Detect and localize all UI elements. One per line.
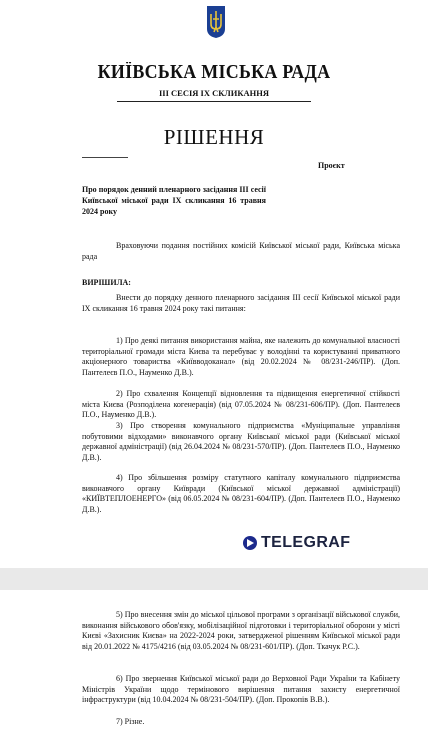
number-line [82, 157, 128, 158]
page-separator [0, 568, 428, 590]
document-page-2 [0, 590, 428, 730]
agenda-item-3: 3) Про створення комунального підприємства «Муніципальне управління побутовими відходами» виконавчого органу Київської міської ради (Київської міської державної адміністрації) (від 26.04.2024 № 08/231-570/ПР). (Доп. Пантелеєв П.О., Науменко Д.В.). [82, 421, 400, 462]
telegraf-logo-text: TELEGRAF [261, 534, 351, 551]
header-divider [117, 101, 311, 102]
council-name: КИЇВСЬКА МІСЬКА РАДА [97, 62, 331, 83]
agenda-item-6: 6) Про звернення Київської міської ради до Верховної Ради України та Кабінету Міністрів України щодо термінового вирішення питання захисту енергетичної інфраструктури (від 10.04.2024 № 08/231-504/ПР). (Доп. Прокопів В.В.). [82, 674, 400, 704]
preamble: Враховуючи подання постійних комісій Київської міської ради, Київська міська рада [82, 241, 400, 261]
resolved-heading: ВИРІШИЛА: [82, 278, 131, 287]
project-label: Проєкт [318, 161, 345, 170]
coat-of-arms-icon [206, 5, 226, 39]
agenda-item-1: 1) Про деякі питання використання майна, яке належить до комунальної власності територіальної громади міста Києва та перебуває у володінні та користуванні приватного акціонерного товариства «Київводоканал» (від 20.02.2024 № 08/231-246/ПР). (Доп. Пантелеєв П.О., Науменко Д.В.). [82, 336, 400, 377]
intro-paragraph: Внести до порядку денного пленарного засідання ІІІ сесії Київської міської ради ІХ скликання 16 травня 2024 року такі питання: [82, 293, 400, 313]
agenda-item-5: 5) Про внесення змін до міської цільової програми з організації військової служби, виконання військового обов'язку, мобілізаційної підготовки і територіальної оборони у місті Києві «Захисник Києва» на 2022-2024 роки, затвердженої рішенням Київської міської ради від 20.01.2022 № 4175/4216 (від 03.05.2024 № 08/231-601/ПР). (Доп. Ткачук Р.С.). [82, 610, 400, 651]
agenda-item-7: 7) Різне. [116, 717, 145, 726]
agenda-item-2: 2) Про схвалення Концепції відновлення та підвищення енергетичної стійкості міста Києва (Розподілена когенерація) (від 07.05.2024 № 08/231-606/ПР). (Доп. Пантелеєв П.О., Науменко Д.В.). [82, 389, 400, 419]
document-type: РІШЕННЯ [163, 125, 265, 149]
session-label: ІІІ СЕСІЯ ІХ СКЛИКАННЯ [158, 88, 270, 98]
decision-topic: Про порядок денний пленарного засідання ІІІ сесії Київської міської ради ІХ скликання 16 травня 2024 року [82, 185, 266, 216]
telegraf-watermark [243, 533, 350, 553]
agenda-item-4: 4) Про збільшення розміру статутного капіталу комунального підприємства виконавчого органу Київради (Київської міської державної адміністрації) «КИЇВТЕПЛОЕНЕРГО» (від 06.05.2024 № 08/231-604/ПР). (Доп. Пантелеєв П.О., Науменко Д.В.). [82, 473, 400, 514]
telegraf-logo-icon [243, 536, 257, 550]
